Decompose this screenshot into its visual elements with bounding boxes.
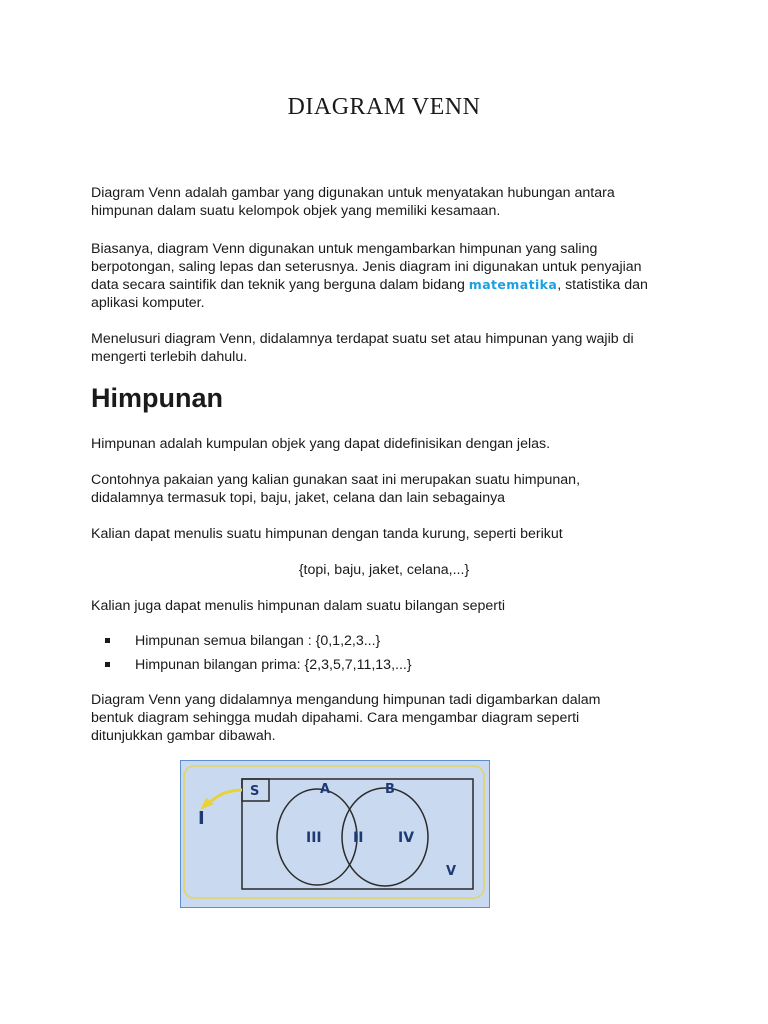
- intro-paragraph-3: [91, 330, 681, 366]
- label-a: A: [320, 782, 331, 797]
- text-line: Kalian juga dapat menulis himpunan dalam suatu bilangan seperti: [91, 598, 506, 614]
- text-line: Menelusuri diagram Venn, didalamnya terdapat suatu set atau himpunan yang wajib di: [91, 331, 634, 347]
- page-title: DIAGRAM VENN: [287, 94, 481, 120]
- text-segment: , statistika dan: [557, 277, 648, 293]
- bullet-list: [91, 632, 412, 680]
- list-item-text: Himpunan bilangan prima: {2,3,5,7,11,13,...}: [135, 657, 412, 673]
- diagram-paragraph: [91, 691, 681, 745]
- intro-paragraph-1: [91, 184, 681, 220]
- definition-paragraph: [91, 435, 681, 453]
- text-segment: data secara saintifik dan teknik yang berguna dalam bidang: [91, 277, 469, 293]
- list-item: [91, 632, 412, 656]
- label-i: I: [198, 808, 205, 829]
- set-example: {topi, baju, jaket, celana,...}: [298, 562, 470, 578]
- text-line: Kalian dapat menulis suatu himpunan dengan tanda kurung, seperti berikut: [91, 526, 563, 542]
- text-line: Diagram Venn yang didalamnya mengandung himpunan tadi digambarkan dalam: [91, 692, 601, 708]
- text-line: mengerti terlebih dahulu.: [91, 349, 248, 365]
- label-iii: III: [306, 830, 322, 846]
- list-item: [91, 656, 412, 680]
- label-s: S: [250, 784, 260, 799]
- list-item-text: Himpunan semua bilangan : {0,1,2,3...}: [135, 633, 381, 649]
- label-v: V: [446, 864, 457, 879]
- label-iv: IV: [398, 830, 415, 846]
- numbers-paragraph: [91, 597, 681, 615]
- section-heading: Himpunan: [91, 383, 223, 413]
- bullet-icon: [105, 638, 110, 643]
- text-line: aplikasi komputer.: [91, 295, 205, 311]
- text-line: Himpunan adalah kumpulan objek yang dapat didefinisikan dengan jelas.: [91, 436, 551, 452]
- text-line: Biasanya, diagram Venn digunakan untuk mengambarkan himpunan yang saling: [91, 241, 598, 257]
- diagram-background: [180, 760, 490, 908]
- text-line: himpunan dalam suatu kelompok objek yang memiliki kesamaan.: [91, 203, 501, 219]
- example-paragraph: [91, 471, 681, 507]
- text-line: bentuk diagram sehingga mudah dipahami. Cara mengambar diagram seperti: [91, 710, 580, 726]
- text-line: ditunjukkan gambar dibawah.: [91, 728, 276, 744]
- notation-paragraph: [91, 525, 681, 543]
- text-line: didalamnya termasuk topi, baju, jaket, celana dan lain sebagainya: [91, 490, 506, 506]
- text-line: Diagram Venn adalah gambar yang digunakan untuk menyatakan hubungan antara: [91, 185, 615, 201]
- intro-paragraph-2: [91, 240, 681, 312]
- text-line: Contohnya pakaian yang kalian gunakan saat ini merupakan suatu himpunan,: [91, 472, 581, 488]
- label-b: B: [385, 782, 395, 797]
- matematika-link[interactable]: matematika: [468, 277, 558, 292]
- text-line: [91, 276, 681, 294]
- text-line: berpotongan, saling lepas dan seterusnya. Jenis diagram ini digunakan untuk penyajian: [91, 259, 642, 275]
- label-ii: II: [353, 830, 364, 846]
- venn-diagram-image: [180, 760, 490, 908]
- bullet-icon: [105, 662, 110, 667]
